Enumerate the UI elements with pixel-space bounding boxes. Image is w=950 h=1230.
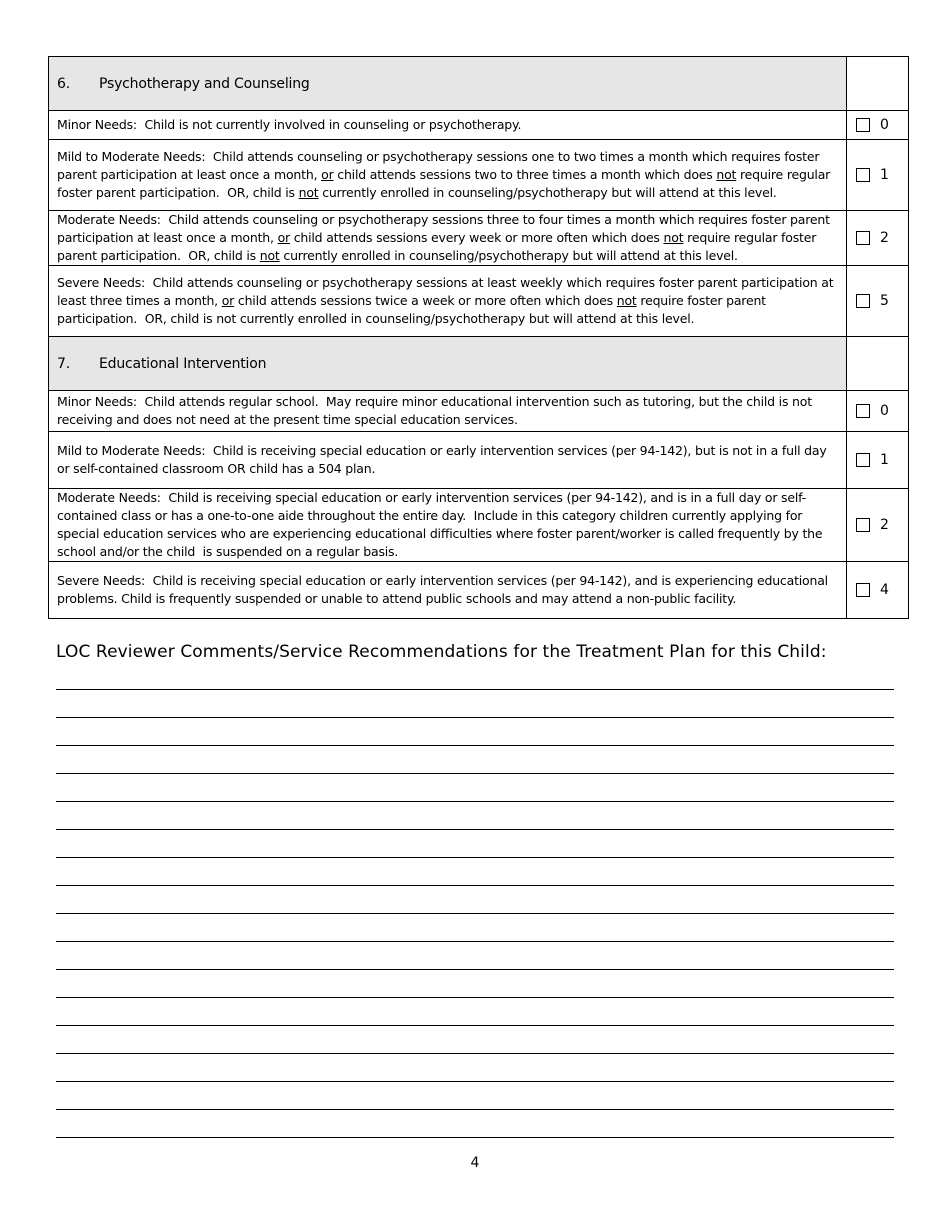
score-value: 1	[880, 167, 889, 183]
needs-text: child attends sessions two to three times a month which does	[333, 167, 717, 182]
needs-description	[49, 432, 847, 489]
needs-description	[49, 391, 847, 432]
needs-description	[49, 266, 847, 337]
needs-text: Child attends regular school. May require minor educational intervention such as tutoring, but the child is not receiving and does not need at the present time special education services.	[57, 394, 816, 427]
needs-level: Minor Needs:	[57, 394, 137, 409]
section-header-row	[49, 57, 909, 111]
needs-text: require foster parent participation. OR, child is not currently enrolled in counseling/psychotherapy but will attend at this level.	[57, 293, 770, 326]
section-title-text: Psychotherapy and Counseling	[99, 75, 310, 92]
needs-row	[49, 489, 909, 562]
score-checkbox[interactable]	[856, 231, 870, 245]
needs-text: Child is receiving special education or early intervention services (per 94-142), and is in a full day or self-contained class or has a one-to-one aide throughout the entire day. Include in this category children currently applying for special education services who are experiencing educational difficulties where foster parent/worker is called frequently by the school and/or the child is suspended on a regular basis.	[57, 490, 827, 559]
score-checkbox[interactable]	[856, 583, 870, 597]
needs-text: Child is receiving special education or early intervention services (per 94-142), and is experiencing educational problems. Child is frequently suspended or unable to attend public schools and may attend a non-public facility.	[57, 573, 832, 606]
score-checkbox[interactable]	[856, 404, 870, 418]
score-value: 0	[880, 117, 889, 133]
score-value: 5	[880, 293, 889, 309]
score-value: 2	[880, 230, 889, 246]
comment-line[interactable]	[56, 970, 894, 998]
needs-description	[49, 211, 847, 266]
needs-row	[49, 432, 909, 489]
needs-text: Child attends counseling or psychotherapy sessions at least weekly which requires foster parent participation at least three times a month,	[57, 275, 838, 308]
needs-text: require regular foster parent participation. OR, child is	[57, 230, 820, 263]
score-checkbox[interactable]	[856, 453, 870, 467]
score-checkbox[interactable]	[856, 118, 870, 132]
emphasis-text: not	[259, 248, 280, 263]
section-title	[49, 337, 847, 391]
comment-line[interactable]	[56, 746, 894, 774]
needs-row	[49, 391, 909, 432]
page-number: 4	[470, 1155, 480, 1171]
needs-row	[49, 140, 909, 211]
score-cell	[847, 211, 909, 266]
score-cell	[847, 111, 909, 140]
needs-text: Child attends counseling or psychotherapy sessions three to four times a month which requires foster parent participation at least once a month,	[57, 212, 834, 245]
comments-title: LOC Reviewer Comments/Service Recommendations for the Treatment Plan for this Child:	[56, 642, 827, 662]
score-checkbox[interactable]	[856, 518, 870, 532]
needs-text: currently enrolled in counseling/psychotherapy but will attend at this level.	[318, 185, 777, 200]
needs-level: Minor Needs:	[57, 117, 137, 132]
section-title	[49, 57, 847, 111]
comment-line[interactable]	[56, 858, 894, 886]
score-value: 2	[880, 517, 889, 533]
emphasis-text: or	[321, 167, 334, 182]
emphasis-text: or	[277, 230, 290, 245]
comment-line[interactable]	[56, 1082, 894, 1110]
needs-row	[49, 111, 909, 140]
section-score-blank	[847, 337, 909, 391]
comment-line[interactable]	[56, 998, 894, 1026]
needs-text: child attends sessions twice a week or more often which does	[234, 293, 617, 308]
needs-description	[49, 489, 847, 562]
emphasis-text: not	[298, 185, 319, 200]
needs-level: Severe Needs:	[57, 573, 146, 588]
needs-description	[49, 562, 847, 619]
emphasis-text: not	[663, 230, 684, 245]
section-header-row	[49, 337, 909, 391]
section-title-text: Educational Intervention	[99, 355, 267, 372]
comment-line[interactable]	[56, 690, 894, 718]
needs-row	[49, 266, 909, 337]
section-number: 7.	[57, 355, 70, 372]
score-value: 0	[880, 403, 889, 419]
score-value: 4	[880, 582, 889, 598]
emphasis-text: not	[716, 167, 737, 182]
comment-line[interactable]	[56, 830, 894, 858]
needs-text: Child attends counseling or psychotherapy sessions one to two times a month which requires foster parent participation at least once a month,	[57, 149, 824, 182]
score-cell	[847, 391, 909, 432]
score-checkbox[interactable]	[856, 294, 870, 308]
needs-text: Child is receiving special education or early intervention services (per 94-142), but is not in a full day or self-contained classroom OR child has a 504 plan.	[57, 443, 831, 476]
score-cell	[847, 562, 909, 619]
emphasis-text: or	[221, 293, 235, 308]
needs-text: require regular foster parent participation. OR, child is	[57, 167, 834, 200]
comment-line[interactable]	[56, 1054, 894, 1082]
comment-line[interactable]	[56, 1026, 894, 1054]
needs-level: Severe Needs:	[57, 275, 146, 290]
score-cell	[847, 266, 909, 337]
needs-level: Moderate Needs:	[57, 212, 161, 227]
comment-line[interactable]	[56, 942, 894, 970]
emphasis-text: not	[616, 293, 637, 308]
score-cell	[847, 432, 909, 489]
needs-level: Mild to Moderate Needs:	[57, 149, 206, 164]
score-cell	[847, 140, 909, 211]
needs-row	[49, 562, 909, 619]
assessment-table	[48, 56, 909, 619]
comment-line[interactable]	[56, 1110, 894, 1138]
comment-line[interactable]	[56, 802, 894, 830]
needs-text: currently enrolled in counseling/psychotherapy but will attend at this level.	[279, 248, 738, 263]
needs-text: Child is not currently involved in counseling or psychotherapy.	[136, 117, 522, 132]
needs-level: Mild to Moderate Needs:	[57, 443, 206, 458]
score-value: 1	[880, 452, 889, 468]
comment-line[interactable]	[56, 914, 894, 942]
section-number: 6.	[57, 75, 70, 92]
score-cell	[847, 489, 909, 562]
comment-line[interactable]	[56, 886, 894, 914]
needs-description	[49, 140, 847, 211]
comment-line[interactable]	[56, 718, 894, 746]
needs-description	[49, 111, 847, 140]
score-checkbox[interactable]	[856, 168, 870, 182]
needs-row	[49, 211, 909, 266]
comment-line[interactable]	[56, 774, 894, 802]
needs-text: child attends sessions every week or more often which does	[289, 230, 664, 245]
needs-level: Moderate Needs:	[57, 490, 161, 505]
section-score-blank	[847, 57, 909, 111]
comment-lines	[56, 688, 894, 1138]
